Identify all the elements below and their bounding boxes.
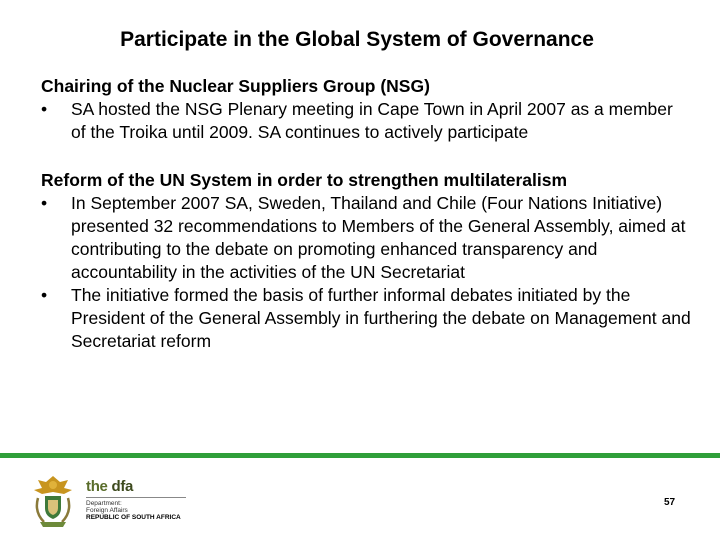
dfa-logo-name: dfa [111,478,134,495]
page-number: 57 [664,497,676,508]
bullet-list-nsg [41,98,691,144]
dfa-logo-the: the [86,478,112,495]
bullet-text: The initiative formed the basis of further informal debates initiated by the President of the General Assembly in furthering the debate on Management and Secretariat reform [71,285,691,351]
dfa-logo [86,478,133,495]
section-heading-nsg: Chairing of the Nuclear Suppliers Group (NSG) [41,76,430,96]
footer-rule [0,453,720,458]
bullet-glyph: • [41,193,48,213]
bullet-item [41,98,691,144]
bullet-glyph: • [41,285,48,305]
coat-of-arms-icon [30,472,76,528]
bullet-item [41,192,691,284]
dfa-line-republic: REPUBLIC OF SOUTH AFRICA [86,514,181,521]
bullet-list-un-reform [41,192,691,353]
bullet-item [41,284,691,353]
dfa-line-department: Department: [86,500,122,507]
bullet-text: SA hosted the NSG Plenary meeting in Cape Town in April 2007 as a member of the Troika until 2009. SA continues to actively participate [71,99,673,142]
slide-content [41,75,691,353]
dfa-line-foreign-affairs: Foreign Affairs [86,507,128,514]
section-heading-un-reform: Reform of the UN System in order to strengthen multilateralism [41,170,568,190]
dfa-department-text [86,500,181,521]
bullet-text: In September 2007 SA, Sweden, Thailand and Chile (Four Nations Initiative) presented 32 recommendations to Members of the General Assembly, aimed at contributing to the debate on promoting enhanced transparency and accountability in the activities of the UN Secretariat [71,193,686,282]
bullet-glyph: • [41,99,48,119]
slide-title: Participate in the Global System of Governance [120,28,594,51]
dfa-logo-rule [86,497,186,498]
